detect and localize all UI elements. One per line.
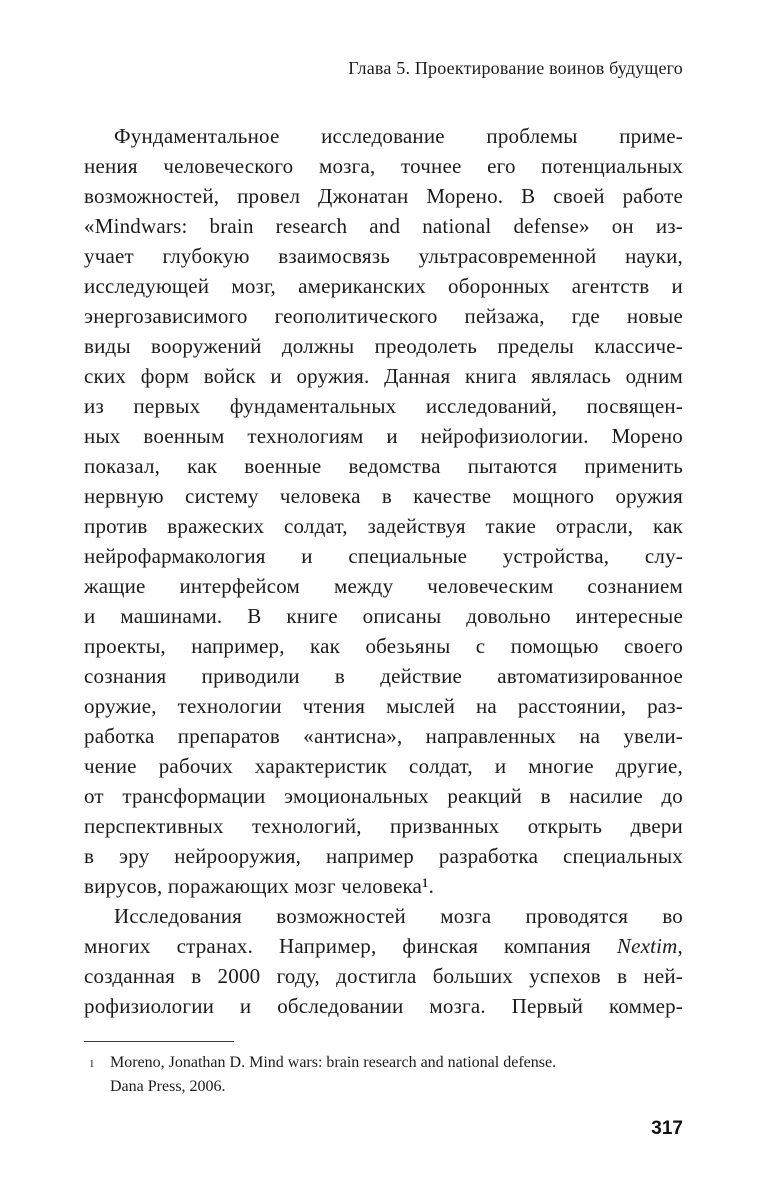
text-segment: учает глубокую взаимосвязь ультрасовременной науки, [84, 244, 683, 268]
text-line [84, 451, 683, 481]
text-segment: энергозависимого геополитического пейзажа, где новые [84, 304, 683, 328]
text-segment: от трансформации эмоциональных реакций в насилие до [84, 784, 683, 808]
text-line [84, 331, 683, 361]
text-segment: нейрофармакология и специальные устройства, слу- [84, 544, 683, 568]
text-line [84, 601, 683, 631]
footnote-text: Moreno, Jonathan D. Mind wars: brain research and national defense. [110, 1054, 557, 1071]
text-segment: многих странах. Например, финская компания [84, 934, 617, 958]
text-segment: жащие интерфейсом между человеческим сознанием [84, 574, 683, 598]
text-line [84, 961, 683, 991]
text-line [84, 721, 683, 751]
text-segment: виды вооружений должны преодолеть пределы классиче- [84, 334, 683, 358]
text-line [84, 931, 683, 961]
text-line [84, 181, 683, 211]
text-segment: Фундаментальное исследование проблемы приме- [114, 124, 683, 148]
text-segment: созданная в 2000 году, достигла больших успехов в ней- [84, 964, 683, 988]
text-line [84, 631, 683, 661]
text-segment: чение рабочих характеристик солдат, и многие другие, [84, 754, 683, 778]
paragraph [84, 901, 683, 1021]
text-line [84, 871, 683, 901]
text-segment: «Mindwars: brain research and national defense» он из- [84, 214, 683, 238]
text-line [84, 211, 683, 241]
text-segment: возможностей, провел Джонатан Морено. В своей работе [84, 184, 683, 208]
text-segment: ных военным технологиям и нейрофизиологии. Морено [84, 424, 683, 448]
text-segment: проекты, например, как обезьяны с помощью своего [84, 634, 683, 658]
text-segment: показал, как военные ведомства пытаются применить [84, 454, 683, 478]
text-line [84, 151, 683, 181]
text-line [84, 121, 683, 151]
text-segment: вирусов, поражающих мозг человека¹. [84, 874, 435, 898]
text-line [84, 541, 683, 571]
text-line [84, 901, 683, 931]
text-line [84, 271, 683, 301]
text-line [84, 301, 683, 331]
italic-text: Nextim [616, 934, 678, 958]
text-segment: работка препаратов «антисна», направленных на увели- [84, 724, 683, 748]
text-line [84, 991, 683, 1021]
footnote-marker: 1 [89, 1058, 95, 1070]
text-segment: нервную систему человека в качестве мощного оружия [84, 484, 683, 508]
paragraph [84, 121, 683, 901]
text-line [84, 811, 683, 841]
text-line [84, 781, 683, 811]
text-segment: ских форм войск и оружия. Данная книга являлась одним [84, 364, 683, 388]
footnote [0, 1041, 763, 1099]
text-line [84, 361, 683, 391]
text-line [84, 661, 683, 691]
text-line [84, 391, 683, 421]
text-line [84, 241, 683, 271]
text-segment: против вражеских солдат, задействуя такие отрасли, как [84, 514, 683, 538]
text-segment: в эру нейрооружия, например разработка специальных [84, 844, 683, 868]
body-text [0, 121, 763, 1021]
text-line [84, 691, 683, 721]
text-segment: оружие, технологии чтения мыслей на расстоянии, раз- [84, 694, 683, 718]
text-line [84, 421, 683, 451]
text-segment: исследующей мозг, американских оборонных агентств и [84, 274, 683, 298]
text-segment: перспективных технологий, призванных открыть двери [84, 814, 683, 838]
text-segment: и машинами. В книге описаны довольно интересные [84, 604, 683, 628]
page-number: 317 [651, 1118, 683, 1139]
footnote-line [84, 1051, 683, 1075]
text-segment: сознания приводили в действие автоматизированное [84, 664, 683, 688]
footnote-lines [84, 1051, 683, 1099]
footnote-text: Dana Press, 2006. [110, 1078, 226, 1095]
text-line [84, 511, 683, 541]
text-line [84, 841, 683, 871]
running-head: Глава 5. Проектирование воинов будущего [348, 58, 683, 78]
text-segment: нения человеческого мозга, точнее его потенциальных [84, 154, 683, 178]
footnote-line [84, 1075, 683, 1099]
text-segment: рофизиологии и обследовании мозга. Первый коммер- [84, 994, 683, 1018]
footnote-divider [84, 1041, 234, 1042]
text-segment: , [677, 934, 683, 958]
text-line [84, 751, 683, 781]
text-segment: Исследования возможностей мозга проводятся во [114, 904, 683, 928]
text-segment: из первых фундаментальных исследований, посвящен- [84, 394, 683, 418]
text-line [84, 571, 683, 601]
text-line [84, 481, 683, 511]
